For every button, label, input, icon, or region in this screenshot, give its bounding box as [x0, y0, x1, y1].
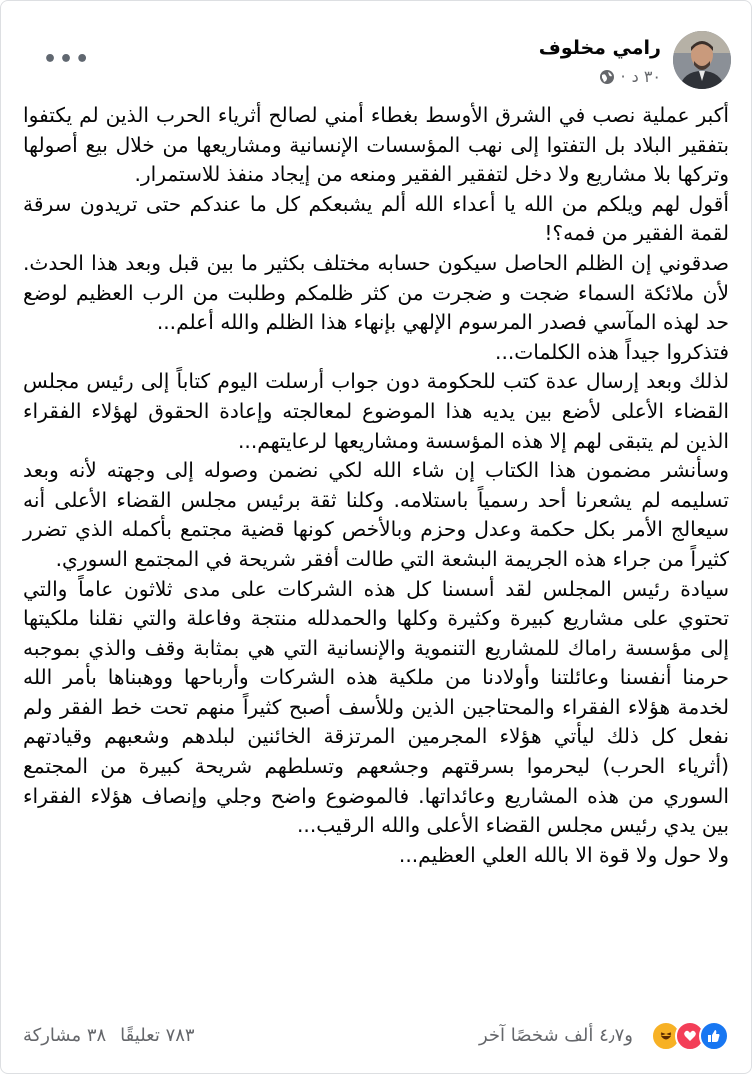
post-stats	[23, 1025, 195, 1046]
post-meta: ٣٠ د ·	[599, 67, 662, 86]
post-time[interactable]: ٣٠ د	[631, 67, 661, 86]
post-paragraph: وسأنشر مضمون هذا الكتاب إن شاء الله لكي نضمن وصوله إلى وجهته لأنه وبعد تسليمه لم يشعرنا أحد رسمياً باستلامه. وكلنا ثقة برئيس مجلس القضاء الأعلى أنه سيعالج الأمر بكل حكمة وعدل وحزم وبالأخص كونها قضية مجتمع بأكمله الذي تضرر كثيراً من جراء هذه الجريمة البشعة التي طالت أفقر شريحة في المجتمع السوري.	[23, 458, 729, 571]
more-options-button[interactable]: •••	[43, 47, 92, 72]
comments-count[interactable]: ٧٨٣ تعليقًا	[120, 1025, 195, 1046]
post-paragraph: أقول لهم ويلكم من الله يا أعداء الله ألم يشبعكم كل ما عندكم حتى تريدون سرقة لقمة الفقير من فمه؟!	[23, 191, 729, 246]
reactions-summary[interactable]	[657, 1021, 729, 1051]
post-paragraph: لذلك وبعد إرسال عدة كتب للحكومة دون جواب أرسلت اليوم كتاباً إلى رئيس مجلس القضاء الأعلى لأضع بين يديه هذا الموضوع لمعالجته وإعادة الحقوق لهؤلاء الفقراء الذين لم يتبقى لهم إلا هذه المؤسسة ومشاريعها لرعايتهم...	[23, 369, 729, 453]
like-icon	[699, 1021, 729, 1051]
post-paragraph: أكبر عملية نصب في الشرق الأوسط بغطاء أمني لصالح أثرياء الحرب الذين لم يكتفوا بتفقير البلاد بل التفتوا إلى نهب المؤسسات الإنسانية ومشاريعها من خلال بيع أصولها وتركها بلا مشاريع ولا دخل لتفقير الفقير ومنعه من إيجاد منفذ للاستمرار.	[23, 103, 729, 187]
post-header	[21, 27, 731, 97]
globe-icon	[599, 69, 615, 85]
post-paragraph: صدقوني إن الظلم الحاصل سيكون حسابه مختلف بكثير ما بين قبل وبعد هذا الحدث. لأن ملائكة السماء ضجت و ضجرت من كثر ظلمكم وطلبت من الرب العظيم لوضع حد لهذه المآسي فصدر المرسوم الإلهي بإنهاء هذا الظلم والله أعلم...	[23, 250, 729, 335]
post-footer	[23, 1021, 729, 1057]
author-name[interactable]: رامي مخلوف	[538, 37, 661, 59]
shares-count[interactable]: ٣٨ مشاركة	[23, 1025, 107, 1046]
avatar[interactable]	[673, 31, 731, 89]
post-paragraph: سيادة رئيس المجلس لقد أسسنا كل هذه الشركات على مدى ثلاثون عاماً والتي تحتوي على مشاريع كبيرة وكثيرة وكلها والحمدلله منتجة وفاعلة والتي نقلنا ملكيتها إلى مؤسسة راماك للمشاريع التنموية والإنسانية التي هي بمثابة وقف والذي بموجبه حرمنا أنفسنا وعائلتنا وأولادنا من ملكية هذه الشركات وأرباحها ووهبناها بأمر الله لخدمة هؤلاء الفقراء والمحتاجين الذين وللأسف أصبح كثيراً منهم تحت خط الفقر ولم نفعل كل ذلك ليأتي هؤلاء المجرمين المرتزقة الخائنين لبلدهم وشعبهم وقيادتهم (أثرياء الحرب) ليحرموا بسرقتهم وجشعهم وتسلطهم شريحة كبيرة من المجتمع السوري من هذه المشاريع وعائداتها. فالموضوع واضح وجلي وإنصاف هؤلاء الفقراء بين يدي رئيس مجلس القضاء الأعلى والله الرقيب...	[23, 576, 729, 838]
post-paragraph: ولا حول ولا قوة الا بالله العلي العظيم...	[398, 842, 729, 867]
reaction-count[interactable]: و٤٫٧ ألف شخصًا آخر	[478, 1025, 633, 1046]
post-paragraph: فتذكروا جيداً هذه الكلمات...	[495, 339, 729, 364]
post-text	[23, 101, 729, 870]
